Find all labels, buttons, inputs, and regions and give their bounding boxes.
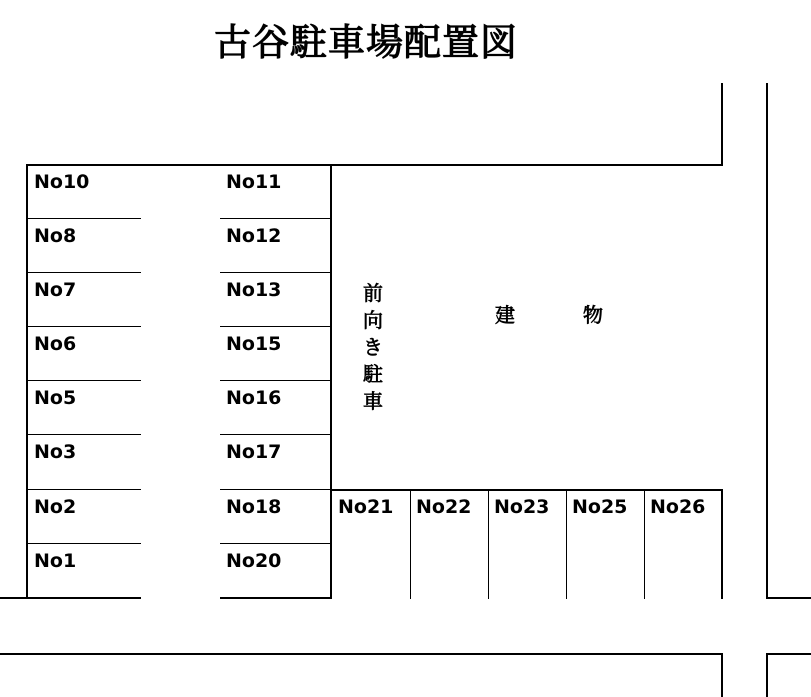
front-parking-note: 前向き駐車 <box>363 281 383 413</box>
slot-divider <box>28 326 141 327</box>
slot-label: No5 <box>34 387 77 409</box>
slot-divider <box>644 489 645 599</box>
slot-divider <box>220 326 330 327</box>
slot-label: No7 <box>34 279 77 301</box>
slot-label: No16 <box>226 387 282 409</box>
slot-label: No20 <box>226 550 282 572</box>
slot-divider <box>28 380 141 381</box>
wall-line <box>0 597 28 599</box>
slot-label: No23 <box>494 496 550 518</box>
wall-line <box>721 83 723 165</box>
slot-divider <box>488 489 489 599</box>
slot-divider <box>28 543 141 544</box>
wall-line <box>721 489 723 599</box>
building-label-left: 建 <box>495 303 515 327</box>
slot-label: No18 <box>226 496 282 518</box>
wall-line <box>26 597 141 599</box>
page-title: 古谷駐車場配置図 <box>214 21 518 64</box>
slot-label: No11 <box>226 171 282 193</box>
wall-line <box>0 653 723 655</box>
wall-line <box>220 597 332 599</box>
slot-label: No8 <box>34 225 77 247</box>
slot-divider <box>220 218 330 219</box>
slot-divider <box>220 543 330 544</box>
slot-label: No12 <box>226 225 282 247</box>
slot-label: No2 <box>34 496 77 518</box>
slot-divider <box>220 380 330 381</box>
slot-label: No1 <box>34 550 77 572</box>
slot-label: No13 <box>226 279 282 301</box>
wall-line <box>766 83 768 599</box>
wall-line <box>766 653 811 655</box>
wall-line <box>26 164 723 166</box>
slot-divider <box>28 489 141 490</box>
slot-divider <box>220 434 330 435</box>
slot-label: No10 <box>34 171 90 193</box>
slot-divider <box>220 272 330 273</box>
slot-label: No15 <box>226 333 282 355</box>
slot-divider <box>220 489 330 490</box>
slot-label: No25 <box>572 496 628 518</box>
slot-divider <box>410 489 411 599</box>
wall-line <box>330 489 723 491</box>
wall-line <box>766 653 768 697</box>
slot-label: No26 <box>650 496 706 518</box>
building-label-right: 物 <box>583 303 603 327</box>
slot-divider <box>28 272 141 273</box>
slot-label: No6 <box>34 333 77 355</box>
wall-line <box>26 164 28 599</box>
slot-divider <box>28 218 141 219</box>
wall-line <box>766 597 811 599</box>
slot-divider <box>28 434 141 435</box>
slot-label: No3 <box>34 441 77 463</box>
slot-divider <box>566 489 567 599</box>
wall-line <box>721 653 723 697</box>
wall-line <box>330 164 332 599</box>
slot-label: No21 <box>338 496 394 518</box>
slot-label: No22 <box>416 496 472 518</box>
slot-label: No17 <box>226 441 282 463</box>
